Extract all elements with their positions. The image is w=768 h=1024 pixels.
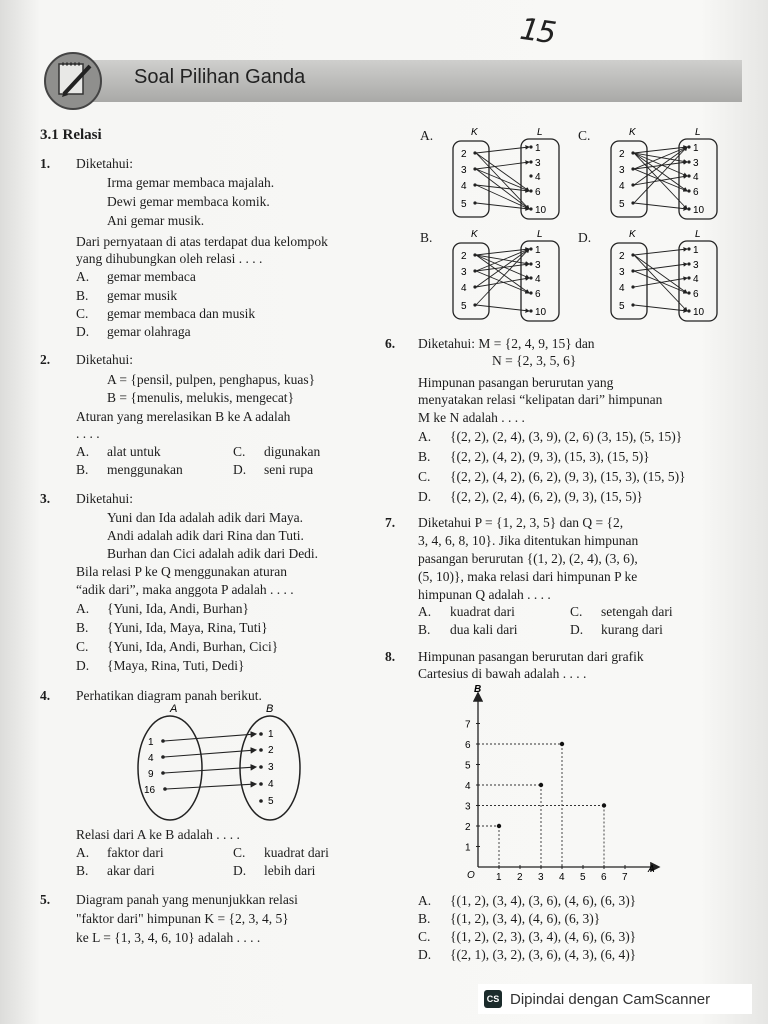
q4-set-a-oval xyxy=(138,716,202,820)
q7-text: Diketahui P = {1, 2, 3, 5} dan Q = {2, xyxy=(418,515,624,530)
q3-question: Bila relasi P ke Q menggunakan aturan xyxy=(76,564,287,579)
q7-option-letter[interactable]: B. xyxy=(418,622,431,637)
set-k-element: 3 xyxy=(461,267,467,278)
q4-option-text[interactable]: akar dari xyxy=(107,863,155,878)
q6-text: M ke N adalah . . . . xyxy=(418,410,525,425)
set-l-label: L xyxy=(695,127,701,138)
set-k-element: 5 xyxy=(619,199,625,210)
q5-option-a-diagram[interactable] xyxy=(445,123,565,223)
y-axis-label: B xyxy=(474,684,482,695)
q3-option-letter[interactable]: C. xyxy=(76,639,89,654)
set-l-dot xyxy=(529,262,532,265)
q4-arrow xyxy=(164,767,256,773)
q4-option-letter[interactable]: D. xyxy=(233,863,247,878)
q4-set-a-label: A xyxy=(170,703,178,715)
q6-option-text[interactable]: {(2, 2), (2, 4), (6, 2), (9, 3), (15, 5)} xyxy=(450,489,643,504)
q8-option-letter[interactable]: B. xyxy=(418,911,431,926)
q1-fact: Ani gemar musik. xyxy=(107,213,205,228)
q5-option-letter[interactable]: C. xyxy=(578,128,591,143)
set-l-dot xyxy=(687,291,690,294)
q6-text: menyatakan relasi “kelipatan dari” himpunan xyxy=(418,392,663,407)
set-l-element: 6 xyxy=(693,289,699,300)
q2-fact: B = {menulis, melukis, mengecat} xyxy=(107,390,295,405)
q4-arrow xyxy=(164,750,256,757)
set-k-element: 3 xyxy=(461,165,467,176)
q4-option-text[interactable]: kuadrat dari xyxy=(264,845,329,860)
q2-option-text[interactable]: digunakan xyxy=(264,444,321,459)
q1-option-letter[interactable]: C. xyxy=(76,306,89,321)
q8-cartesian-chart xyxy=(440,680,670,890)
q2-number: 2. xyxy=(40,352,51,367)
q1-option-text[interactable]: gemar musik xyxy=(107,288,178,303)
y-tick-label: 5 xyxy=(465,760,471,772)
data-point xyxy=(560,742,564,746)
q1-number: 1. xyxy=(40,156,51,171)
set-k-element: 2 xyxy=(619,251,625,262)
q2-option-letter[interactable]: D. xyxy=(233,462,247,477)
q3-option-text[interactable]: {Yuni, Ida, Andi, Burhan} xyxy=(107,601,249,616)
q6-option-text[interactable]: {(2, 2), (4, 2), (6, 2), (9, 3), (15, 3), (15, 5)} xyxy=(450,469,686,484)
set-l-dot xyxy=(529,291,532,294)
set-l-element: 3 xyxy=(693,260,699,271)
q8-number: 8. xyxy=(385,649,396,664)
q2-option-letter[interactable]: B. xyxy=(76,462,89,477)
set-k-element: 5 xyxy=(461,199,467,210)
set-l-dot xyxy=(687,145,690,148)
set-l-element: 1 xyxy=(535,143,541,154)
q6-option-text[interactable]: {(2, 2), (2, 4), (3, 9), (2, 6) (3, 15), (5, 15)} xyxy=(450,429,683,444)
set-l-element: 6 xyxy=(535,187,541,198)
q4-option-text[interactable]: faktor dari xyxy=(107,845,164,860)
x-axis-label: A xyxy=(648,864,655,875)
x-tick-label: 5 xyxy=(580,872,586,883)
set-k-element: 4 xyxy=(461,283,467,294)
set-l-dot xyxy=(529,247,532,250)
q4-number: 4. xyxy=(40,688,51,703)
set-l-dot xyxy=(687,160,690,163)
set-l-element: 4 xyxy=(535,274,541,285)
q8-option-text[interactable]: {(1, 2), (3, 4), (3, 6), (4, 6), (6, 3)} xyxy=(450,893,637,908)
x-tick-label: 2 xyxy=(517,872,523,883)
q2-option-text[interactable]: alat untuk xyxy=(107,444,161,459)
q5-option-letter[interactable]: B. xyxy=(420,230,433,245)
set-l-element: 10 xyxy=(693,205,705,216)
q4-arrow xyxy=(164,734,256,741)
set-k-element: 2 xyxy=(619,149,625,160)
q3-fact: Andi adalah adik dari Rina dan Tuti. xyxy=(107,528,304,543)
data-point xyxy=(497,824,501,828)
q3-option-letter[interactable]: D. xyxy=(76,658,90,673)
set-l-dot xyxy=(529,189,532,192)
set-l-element: 6 xyxy=(535,289,541,300)
q1-fact: Dewi gemar membaca komik. xyxy=(107,194,270,209)
set-l-element: 6 xyxy=(693,187,699,198)
q5-option-b-diagram[interactable] xyxy=(445,225,565,325)
q4-right-element: 2 xyxy=(268,745,274,756)
q8-text: Cartesius di bawah adalah . . . . xyxy=(418,666,587,681)
set-l-label: L xyxy=(537,127,543,138)
q6-text: N = {2, 3, 5, 6} xyxy=(492,353,577,368)
q7-option-text[interactable]: dua kali dari xyxy=(450,622,518,637)
q4-option-text[interactable]: lebih dari xyxy=(264,863,316,878)
q6-option-letter[interactable]: B. xyxy=(418,449,431,464)
set-l-dot xyxy=(687,247,690,250)
q4-question: Relasi dari A ke B adalah . . . . xyxy=(76,827,240,842)
set-l-element: 1 xyxy=(693,143,699,154)
q8-option-text[interactable]: {(1, 2), (3, 4), (4, 6), (6, 3)} xyxy=(450,911,601,926)
q6-option-letter[interactable]: D. xyxy=(418,489,432,504)
set-k-label: K xyxy=(629,229,636,240)
q3-fact: Yuni dan Ida adalah adik dari Maya. xyxy=(107,510,304,525)
set-l-label: L xyxy=(695,229,701,240)
q4-option-letter[interactable]: C. xyxy=(233,845,246,860)
q4-right-element: 5 xyxy=(268,796,274,807)
origin-label: O xyxy=(467,870,475,881)
q7-option-letter[interactable]: A. xyxy=(418,604,432,619)
q5-number: 5. xyxy=(40,892,51,907)
camscanner-logo-icon: CS xyxy=(484,990,502,1008)
q5-option-d-diagram[interactable] xyxy=(603,225,723,325)
y-tick-label: 1 xyxy=(465,842,471,854)
q3-option-text[interactable]: {Yuni, Ida, Andi, Burhan, Cici} xyxy=(107,639,279,654)
set-l-element: 4 xyxy=(693,172,699,183)
set-l-element: 10 xyxy=(693,307,705,318)
data-point xyxy=(539,783,543,787)
q6-option-letter[interactable]: A. xyxy=(418,429,432,444)
q2-question: . . . . xyxy=(76,426,100,441)
y-tick-label: 3 xyxy=(465,801,471,813)
y-tick-label: 2 xyxy=(465,822,471,833)
q1-option-letter[interactable]: D. xyxy=(76,324,90,339)
q2-option-text[interactable]: seni rupa xyxy=(264,462,314,477)
q3-number: 3. xyxy=(40,491,51,506)
q8-text: Himpunan pasangan berurutan dari grafik xyxy=(418,649,644,664)
q8-option-text[interactable]: {(2, 1), (3, 2), (3, 6), (4, 3), (6, 4)} xyxy=(450,947,637,962)
set-l-dot xyxy=(529,207,532,210)
set-l-element: 3 xyxy=(693,158,699,169)
set-l-element: 4 xyxy=(535,172,541,183)
set-l-element: 10 xyxy=(535,205,547,216)
set-k-label: K xyxy=(471,229,478,240)
y-tick-label: 4 xyxy=(465,781,471,792)
set-k-element: 3 xyxy=(619,267,625,278)
q5-text: Diagram panah yang menunjukkan relasi xyxy=(76,892,298,907)
q8-option-text[interactable]: {(1, 2), (2, 3), (3, 4), (4, 6), (6, 3)} xyxy=(450,929,637,944)
q2-question: Aturan yang merelasikan B ke A adalah xyxy=(76,409,291,424)
q3-option-text[interactable]: {Yuni, Ida, Maya, Rina, Tuti} xyxy=(107,620,268,635)
q6-text: Himpunan pasangan berurutan yang xyxy=(418,375,614,390)
q3-intro: Diketahui: xyxy=(76,491,133,506)
set-l-label: L xyxy=(537,229,543,240)
q1-intro: Diketahui: xyxy=(76,156,133,171)
set-l-element: 1 xyxy=(535,245,541,256)
q2-intro: Diketahui: xyxy=(76,352,133,367)
q6-option-text[interactable]: {(2, 2), (4, 2), (9, 3), (15, 3), (15, 5)} xyxy=(450,449,650,464)
q5-option-letter[interactable]: D. xyxy=(578,230,592,245)
set-l-dot xyxy=(529,145,532,148)
set-l-dot xyxy=(529,160,532,163)
q7-option-letter[interactable]: C. xyxy=(570,604,583,619)
q5-text: ke L = {1, 3, 4, 6, 10} adalah . . . . xyxy=(76,930,261,945)
set-l-element: 4 xyxy=(693,274,699,285)
q8-option-letter[interactable]: A. xyxy=(418,893,432,908)
q7-text: pasangan berurutan {(1, 2), (2, 4), (3, 6), xyxy=(418,551,638,566)
q6-number: 6. xyxy=(385,336,396,351)
header-banner xyxy=(42,50,742,102)
x-tick-label: 4 xyxy=(559,872,565,883)
q4-option-letter[interactable]: A. xyxy=(76,845,90,860)
q7-number: 7. xyxy=(385,515,396,530)
set-k-element: 2 xyxy=(461,251,467,262)
watermark-text: Dipindai dengan CamScanner xyxy=(510,990,711,1008)
q1-fact: Irma gemar membaca majalah. xyxy=(107,175,275,190)
set-l-dot xyxy=(529,276,532,279)
q2-option-letter[interactable]: A. xyxy=(76,444,90,459)
q1-option-letter[interactable]: A. xyxy=(76,269,90,284)
header-title: Soal Pilihan Ganda xyxy=(134,66,306,88)
set-l-dot xyxy=(687,207,690,210)
y-tick-label: 6 xyxy=(465,740,471,751)
handwritten-page-number: 15 xyxy=(517,11,557,52)
data-point xyxy=(602,803,606,807)
set-k-element: 4 xyxy=(619,283,625,294)
q2-fact: A = {pensil, pulpen, penghapus, kuas} xyxy=(107,372,316,387)
q7-option-text[interactable]: kurang dari xyxy=(601,622,663,637)
set-k-element: 4 xyxy=(461,181,467,192)
set-l-dot xyxy=(687,276,690,279)
q3-fact: Burhan dan Cici adalah adik dari Dedi. xyxy=(107,546,319,561)
x-tick-label: 6 xyxy=(601,872,607,883)
q8-option-letter[interactable]: C. xyxy=(418,929,431,944)
set-l-dot xyxy=(687,309,690,312)
x-tick-label: 7 xyxy=(622,872,628,883)
set-l-element: 3 xyxy=(535,158,541,169)
q4-right-element: 1 xyxy=(268,729,274,740)
q5-text: "faktor dari" himpunan K = {2, 3, 4, 5} xyxy=(76,911,289,926)
set-l-dot xyxy=(687,174,690,177)
q3-option-letter[interactable]: B. xyxy=(76,620,89,635)
q4-left-element: 4 xyxy=(148,753,154,764)
q3-option-text[interactable]: {Maya, Rina, Tuti, Dedi} xyxy=(107,658,245,673)
q4-left-element: 1 xyxy=(148,737,154,748)
q4-option-letter[interactable]: B. xyxy=(76,863,89,878)
q4-arrow-diagram xyxy=(130,700,310,825)
q6-option-letter[interactable]: C. xyxy=(418,469,431,484)
x-tick-label: 1 xyxy=(496,872,502,883)
q4-intro: Perhatikan diagram panah berikut. xyxy=(76,688,262,703)
q1-option-text[interactable]: gemar membaca xyxy=(107,269,196,284)
q3-option-letter[interactable]: A. xyxy=(76,601,90,616)
q7-text: (5, 10)}, maka relasi dari himpunan P ke xyxy=(418,569,638,584)
q5-option-c-diagram[interactable] xyxy=(603,123,723,223)
section-title: 3.1 Relasi xyxy=(40,127,102,143)
q5-option-letter[interactable]: A. xyxy=(420,128,434,143)
notebook-pen-icon xyxy=(42,50,104,112)
q4-left-element: 9 xyxy=(148,769,154,780)
set-k-label: K xyxy=(629,127,636,138)
q1-option-text[interactable]: gemar olahraga xyxy=(107,324,191,339)
q7-option-text[interactable]: kuadrat dari xyxy=(450,604,515,619)
q1-option-letter[interactable]: B. xyxy=(76,288,89,303)
q7-text: himpunan Q adalah . . . . xyxy=(418,587,551,602)
q4-left-element: 16 xyxy=(144,785,156,796)
q4-right-element: 3 xyxy=(268,762,274,773)
set-l-dot xyxy=(687,262,690,265)
q1-option-text[interactable]: gemar membaca dan musik xyxy=(107,306,256,321)
set-k-element: 5 xyxy=(461,301,467,312)
set-k-element: 4 xyxy=(619,181,625,192)
set-l-element: 3 xyxy=(535,260,541,271)
set-k-element: 2 xyxy=(461,149,467,160)
q1-question: yang dihubungkan oleh relasi . . . . xyxy=(76,251,263,266)
q2-option-letter[interactable]: C. xyxy=(233,444,246,459)
q6-text: Diketahui: M = {2, 4, 9, 15} dan xyxy=(418,336,595,351)
set-l-dot xyxy=(687,189,690,192)
q2-option-text[interactable]: menggunakan xyxy=(107,462,183,477)
q7-option-text[interactable]: setengah dari xyxy=(601,604,673,619)
set-l-element: 1 xyxy=(693,245,699,256)
set-k-label: K xyxy=(471,127,478,138)
q3-question: “adik dari”, maka anggota P adalah . . . . xyxy=(76,582,294,597)
q4-set-b-label: B xyxy=(266,703,274,715)
q7-text: 3, 4, 6, 8, 10}. Jika ditentukan himpunan xyxy=(418,533,639,548)
set-k-element: 5 xyxy=(619,301,625,312)
x-tick-label: 3 xyxy=(538,872,544,883)
camscanner-watermark xyxy=(478,984,752,1014)
set-l-dot xyxy=(529,309,532,312)
set-l-element: 10 xyxy=(535,307,547,318)
set-l-dot xyxy=(529,174,532,177)
q1-question: Dari pernyataan di atas terdapat dua kelompok xyxy=(76,234,328,249)
set-k-element: 3 xyxy=(619,165,625,176)
q7-option-letter[interactable]: D. xyxy=(570,622,584,637)
y-tick-label: 7 xyxy=(465,719,471,731)
q8-option-letter[interactable]: D. xyxy=(418,947,432,962)
q4-right-element: 4 xyxy=(268,779,274,790)
